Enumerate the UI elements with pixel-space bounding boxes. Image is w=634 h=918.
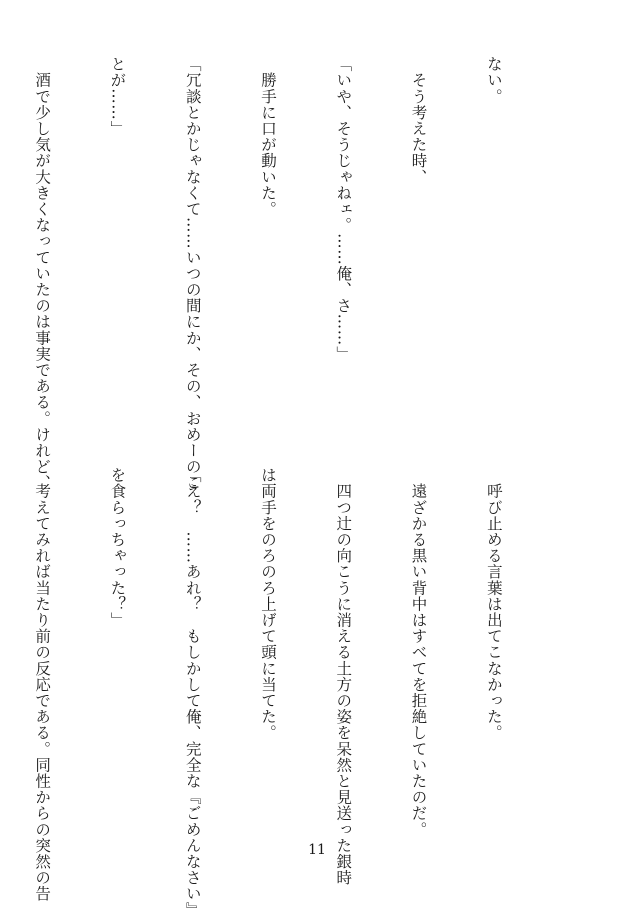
text-line: 四つ辻の向こうに消える土方の姿を呆然と見送った銀時 [334, 467, 353, 886]
text-block-top [33, 56, 556, 491]
text-line: 「冗談とかじゃなくて……いつの間にか、その、おめーのこ [183, 56, 202, 491]
text-line: ない。 [484, 56, 503, 105]
text-line: 酒で少し気が大きくなっていたのは事実である。けれど、 [33, 56, 52, 491]
text-line: 遠ざかる黒い背中はすべてを拒絶していたのだ。 [409, 467, 428, 838]
page-number: 11 [308, 842, 326, 858]
text-line: は両手をのろのろ上げて頭に当てた。 [258, 467, 277, 741]
text-line: とが……」 [108, 56, 127, 137]
text-line: そう考えた時、 [409, 56, 428, 185]
text-line: 「いや、そうじゃねェ。……俺、さ……」 [334, 56, 353, 362]
text-line: 勝手に口が動いた。 [258, 56, 277, 217]
text-block-bottom [33, 467, 556, 918]
text-line: 「え？ ……あれ？ もしかして俺、完全な『ごめんなさい』 [183, 467, 202, 918]
text-line: 呼び止める言葉は出てこなかった。 [484, 467, 503, 741]
text-line: 考えてみれば当たり前の反応である。同性からの突然の告 [33, 467, 52, 902]
text-line: を食らっちゃった？」 [108, 467, 127, 628]
